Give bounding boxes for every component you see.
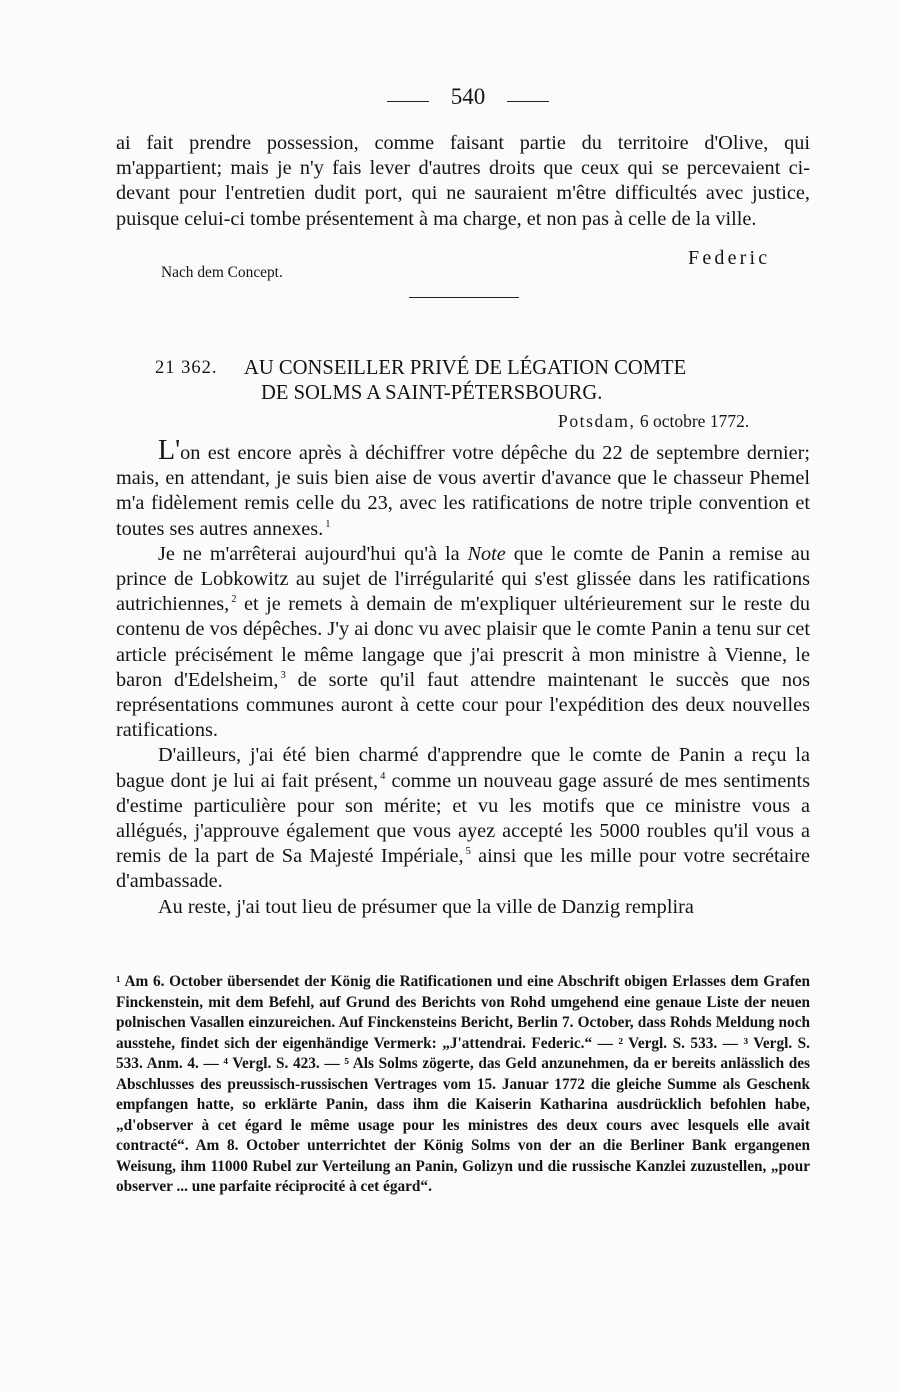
- letter-body: [116, 435, 811, 920]
- footnote-ref-1: 1: [325, 518, 331, 530]
- letter-heading-line-1: AU CONSEILLER PRIVÉ DE LÉGATION COMTE: [244, 357, 687, 379]
- dateline-date: 6 octobre 1772.: [639, 411, 750, 431]
- paragraph-3-text-b: comme un nouveau gage assuré de mes sentiments d'estime particulière pour son mérite; et vu les motifs que ce ministre vous a allégués, j'approuve également que vous ayez accepté les 5000 roubles qu'il vous a remis de la part de Sa Majesté Impériale,: [116, 769, 811, 868]
- dateline-place: Potsdam,: [558, 411, 636, 431]
- letter-heading-line-2: DE SOLMS A SAINT-PÉTERSBOURG.: [261, 382, 603, 404]
- paragraph-1-text: L'on est encore après à déchiffrer votre dépêche du 22 de septembre dernier; mais, en attendant, je suis bien aise de vous avertir d'avance que le chasseur Phemel m'a fidèlement remis celle du 23, avec les ratifications de notre triple convention et toutes ses autres annexes.: [116, 435, 810, 540]
- page-number: 540: [450, 84, 486, 109]
- dateline: [558, 411, 749, 432]
- footnotes: [116, 972, 810, 1198]
- header-rule-right: [507, 101, 549, 102]
- signature: Federic: [688, 247, 771, 269]
- paragraph-3-text-c: ainsi que les mille pour votre secrétaire d'ambassade.: [116, 845, 810, 893]
- paragraph-2-text-c: et je remets à demain de m'expliquer ultérieurement sur le reste du contenu de vos dépêches. J'y ai donc vu avec plaisir que le comte Panin a tenu sur cet article précisément le même langage que j'ai prescrit à mon ministre à Vienne, le baron d'Edelsheim,: [116, 593, 810, 691]
- letter-paragraph-3: [116, 743, 810, 894]
- paragraph-2-text-d: de sorte qu'il faut attendre maintenant le succès que nos représentations communes auront à cette cour pour l'expédition des deux nouvelles ratifications.: [116, 668, 810, 742]
- footnote-ref-3: 3: [280, 670, 286, 682]
- paragraph-3-text-a: D'ailleurs, j'ai été bien charmé d'apprendre que le comte de Panin a reçu la bague dont je lui ai fait présent,: [116, 744, 810, 792]
- footnote-ref-2: 2: [231, 594, 237, 606]
- source-note: Nach dem Concept.: [161, 264, 283, 281]
- page-header: [0, 84, 900, 114]
- previous-letter-paragraph: ai fait prendre possession, comme faisant partie du territoire d'Olive, qui m'appartient; mais je n'y fais lever d'autres droits que ceux qui se percevaient ci-devant pour l'entretien dudit port, qui ne sauraient m'être difficultés avec justice, puisque celui-ci tombe présentement à ma charge, et non pas à celle de la ville.: [116, 132, 810, 230]
- note-italic: Note: [467, 542, 506, 565]
- header-rule-left: [387, 101, 429, 102]
- paragraph-2-text-a: Je ne m'arrêterai aujourd'hui qu'à la: [158, 542, 468, 565]
- previous-letter-ending: [116, 131, 810, 232]
- paragraph-2-text-b: que le comte de Panin a remise au prince de Lobkowitz au sujet de l'irrégularité qui s'est glissée dans les ratifications autrichiennes,: [116, 542, 810, 616]
- letter-paragraph-2: [116, 542, 810, 744]
- section-divider: [409, 297, 519, 298]
- letter-paragraph-4: Au reste, j'ai tout lieu de présumer que la ville de Danzig remplira: [158, 895, 694, 918]
- footnote-ref-4: 4: [380, 770, 386, 782]
- footnote-text: ¹ Am 6. October übersendet der König die Ratificationen und eine Abschrift obigen Erlasses dem Grafen Finckenstein, mit dem Befehl, auf Grund des Berichts von Rohd umgehend eine genaue Liste der neuen polnischen Vasallen einzureichen. Auf Finckensteins Bericht, Berlin 7. October, dass Rohds Meldung noch ausstehe, findet sich der eigenhändige Vermerk: „J'attendrai. Federic.“ — ² Vergl. S. 533. — ³ Vergl. S. 533. Anm. 4. — ⁴ Vergl. S. 423. — ⁵ Als Solms zögerte, das Geld anzunehmen, da er bereits anlässlich des Abschlusses des preussisch-russischen Vertrages vom 15. Januar 1772 die gleiche Summe als Geschenk empfangen hatte, so erklärte Panin, dass ihm die Kaiserin Katharina ausdrücklich befohlen habe, „d'observer à cet égard le même usage pour les ministres des deux cours avec lesquels elle avait contracté“. Am 8. October unterrichtet der König Solms von der an die Berliner Bank ergangenen Weisung, ihm 11000 Rubel zur Verteilung an Panin, Golizyn und die russische Kanzlei zuzustellen, „pour observer ... une parfaite réciprocité à cet égard“.: [116, 973, 810, 1195]
- letter-number: 21 362.: [155, 358, 218, 378]
- letter-paragraph-1: [116, 435, 810, 542]
- footnote-ref-5: 5: [465, 846, 471, 858]
